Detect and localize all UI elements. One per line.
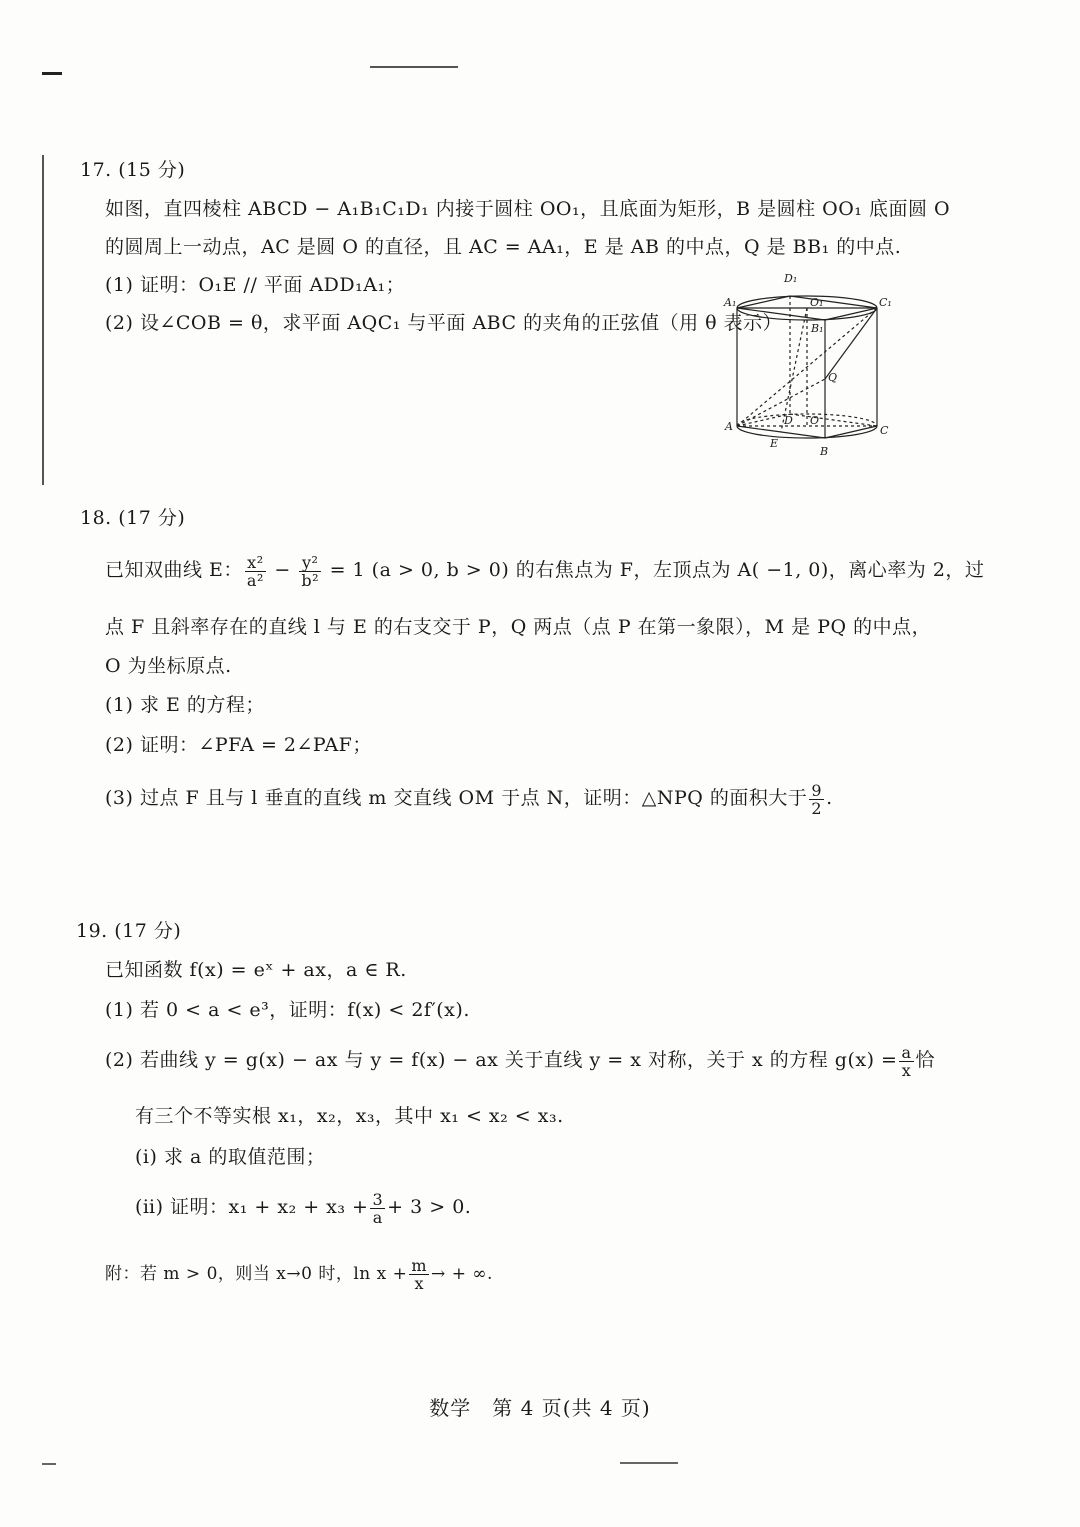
q19-note-num: m <box>411 1256 428 1275</box>
fig-label-d: D <box>784 414 793 427</box>
q17-part2: (2) 设∠COB = θ，求平面 AQC₁ 与平面 ABC 的夹角的正弦值（用 θ 表示） <box>105 312 783 334</box>
q19-fraction-3-a <box>370 1191 385 1226</box>
q19-note-den: x <box>409 1274 429 1292</box>
fig-label-e: E <box>770 437 779 450</box>
q19-note-suffix: → + ∞. <box>431 1264 493 1284</box>
q18-part3-period: . <box>826 787 833 809</box>
fig-label-o: O <box>810 414 820 427</box>
q19-sub-ii-text: (ⅱ) 证明：x₁ + x₂ + x₃ + <box>135 1196 369 1218</box>
q17-part1: (1) 证明：O₁E // 平面 ADD₁A₁； <box>105 274 406 296</box>
q19-part2-num: a <box>901 1042 912 1062</box>
q18-part1: (1) 求 E 的方程； <box>105 694 265 716</box>
q19-part2-text: (2) 若曲线 y = g(x) − ax 与 y = f(x) − ax 关于直线 y = x 对称，关于 x 的方程 g(x) = <box>105 1049 898 1071</box>
q19-part2 <box>105 1038 935 1082</box>
q18-header: 18. (17 分) <box>80 507 186 529</box>
fig-label-c1: C₁ <box>879 296 892 309</box>
q17-statement-line2: 的圆周上一动点，AC 是圆 O 的直径，且 AC = AA₁，E 是 AB 的中点，Q 是 BB₁ 的中点. <box>105 236 902 258</box>
fig-label-d1: D₁ <box>784 272 798 285</box>
scan-mark-top-center <box>370 66 458 68</box>
q17-cylinder-figure <box>722 268 897 463</box>
q19-sub-ii <box>135 1185 471 1229</box>
scan-mark-bottom-left <box>42 1463 56 1465</box>
q18-statement-line3: O 为坐标原点. <box>105 655 232 677</box>
page-footer: 数学 第 4 页(共 4 页) <box>429 1396 651 1420</box>
q19-part2-continued: 有三个不等实根 x₁，x₂，x₃，其中 x₁ < x₂ < x₃. <box>135 1105 564 1127</box>
q18-part3-num: 9 <box>811 780 823 800</box>
q18-minus: − <box>267 559 298 581</box>
q19-sub-i: (ⅰ) 求 a 的取值范围； <box>135 1146 326 1168</box>
q18-frac1-den: a² <box>246 570 264 590</box>
q17-header: 17. (15 分) <box>80 159 186 181</box>
q19-note <box>105 1252 493 1296</box>
q18-statement-line2: 点 F 且斜率存在的直线 l 与 E 的右支交于 P，Q 两点（点 P 在第一象限），M 是 PQ 的中点， <box>105 616 932 638</box>
q18-part3-text: (3) 过点 F 且与 l 垂直的直线 m 交直线 OM 于点 N，证明：△NPQ 的面积大于 <box>105 787 808 809</box>
fig-label-o1: O₁ <box>810 296 824 309</box>
q18-line1-suffix: = 1 (a > 0, b > 0) 的右焦点为 F，左顶点为 A( −1, 0)，离心率为 2，过 <box>323 559 985 581</box>
q19-fraction-m-x <box>409 1257 429 1292</box>
scan-mark-top-left <box>42 72 62 75</box>
fig-label-b1: B₁ <box>811 322 824 335</box>
q18-fraction-9-2 <box>809 782 824 817</box>
q18-part2: (2) 证明：∠PFA = 2∠PAF； <box>105 734 372 756</box>
q19-note-text: 附：若 m > 0，则当 x→0 时，ln x + <box>105 1264 408 1284</box>
q18-part3-den: 2 <box>811 798 823 818</box>
q18-frac1-num: x² <box>247 552 264 572</box>
fig-label-a: A <box>725 420 733 433</box>
q19-header: 19. (17 分) <box>76 920 182 942</box>
q19-sub-ii-suffix: + 3 > 0. <box>387 1196 472 1218</box>
fig-label-q: Q <box>828 371 838 384</box>
q18-part3 <box>105 776 833 820</box>
q18-fraction-y2-b2 <box>299 554 321 589</box>
scan-margin-line <box>42 155 44 485</box>
q18-statement-line1 <box>105 548 984 592</box>
fig-label-c: C <box>880 424 889 437</box>
q18-line1-prefix: 已知双曲线 E： <box>105 559 243 581</box>
q18-frac2-den: b² <box>301 570 320 590</box>
fig-label-b: B <box>820 445 829 458</box>
fig-label-a1: A₁ <box>724 296 737 309</box>
q17-statement-line1: 如图，直四棱柱 ABCD − A₁B₁C₁D₁ 内接于圆柱 OO₁，且底面为矩形，B 是圆柱 OO₁ 底面圆 O <box>105 198 951 220</box>
q18-fraction-x2-a2 <box>245 554 266 589</box>
scan-mark-bottom-right <box>620 1462 678 1464</box>
q19-part2-den: x <box>899 1061 913 1079</box>
q19-part1: (1) 若 0 < a < e³，证明：f(x) < 2f′(x). <box>105 999 470 1021</box>
q19-statement-line1: 已知函数 f(x) = eˣ + ax，a ∈ R. <box>105 959 407 981</box>
q19-fraction-a-x <box>899 1044 913 1079</box>
q19-sub-ii-den: a <box>370 1208 385 1226</box>
q19-part2-suffix: 恰 <box>915 1049 936 1071</box>
q19-sub-ii-num: 3 <box>372 1189 384 1209</box>
q18-frac2-num: y² <box>301 552 319 572</box>
